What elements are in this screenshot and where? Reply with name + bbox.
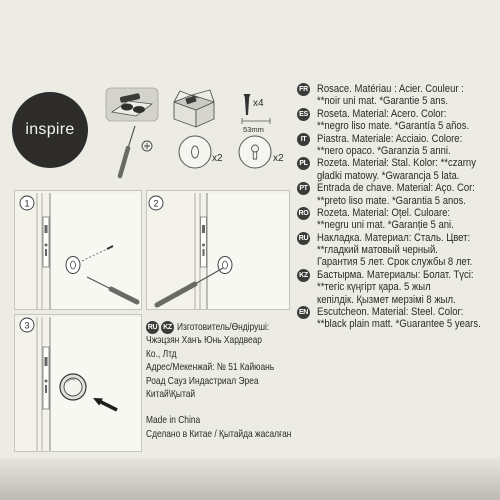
lang-block-ro — [297, 207, 498, 232]
screw-icon — [244, 94, 251, 115]
lang-text-line: Накладка. Материал: Сталь. Цвет: — [317, 231, 471, 244]
rosette-icon — [218, 257, 232, 274]
lang-block-es — [297, 108, 498, 133]
screw-quantity: x4 — [253, 98, 264, 109]
rosette-quantity: x2 — [212, 153, 223, 164]
step-3-illustration — [15, 315, 142, 452]
step-1-panel — [14, 190, 142, 310]
lang-text-line: Escutcheon. Material: Steel. Color: — [317, 306, 464, 319]
lang-text-line: Rosace. Matériau : Acier. Couleur : — [317, 83, 464, 95]
lang-text-line: **noir uni mat. *Garantie 5 ans. — [317, 95, 448, 108]
step-number: 2 — [153, 198, 159, 209]
step-2-panel — [146, 190, 290, 310]
lang-text-line: Гарантия 5 лет. Срок службы 8 лет. — [317, 256, 473, 269]
lang-block-en — [297, 306, 498, 331]
label-bottom-shadow — [0, 458, 500, 500]
manufacturer-block — [146, 321, 296, 451]
lang-text-line: Piastra. Materiale: Acciaio. Colore: — [317, 132, 463, 145]
lang-badge-kz: KZ — [297, 269, 310, 282]
made-in-line: Made in China — [146, 414, 201, 427]
lang-text-line: **negro liso mate. *Garantía 5 años. — [317, 120, 470, 133]
lang-badge-kz: KZ — [161, 321, 174, 334]
lang-badge-it: IT — [297, 133, 310, 146]
lang-block-fr — [297, 83, 498, 108]
brand-logo-text: inspire — [25, 121, 75, 138]
package-photo-icon — [106, 88, 158, 121]
lang-badge-ru: RU — [146, 321, 159, 334]
rosette-icon — [66, 257, 80, 274]
lang-text-line: **nero opaco. *Garanzia 5 anni. — [317, 144, 451, 157]
screwdriver-icon — [120, 126, 135, 176]
phillips-icon — [142, 141, 152, 151]
lang-block-pl — [297, 157, 498, 182]
lang-block-it — [297, 133, 498, 158]
manufacturer-line: Китай\Қытай — [146, 387, 196, 400]
lang-text-line: **black plain matt. *Guarantee 5 years. — [317, 318, 481, 331]
door-icon — [195, 193, 290, 309]
lang-block-ru — [297, 232, 498, 269]
keyhole-rosette-icon — [239, 136, 271, 168]
knob-icon — [60, 374, 86, 400]
lang-text-line: **negru uni mat. *Garanție 5 ani. — [317, 219, 454, 232]
lang-text-line: **гладкий матовый черный. — [317, 244, 438, 257]
made-in-line: Сделано в Китае / Қытайда жасалған — [146, 427, 292, 440]
lang-text-line: **preto liso mate. *Garantia 5 anos. — [317, 194, 466, 207]
lang-text-line: кепілдік. Қызмет мерзімі 8 жыл. — [317, 293, 456, 306]
manufacturer-line: Чжэцзян Ханъ Юнь Хардвеар — [146, 334, 262, 347]
lang-badge-pl: PL — [297, 157, 310, 170]
round-rosette-icon — [179, 136, 211, 168]
manufacturer-line: Роад Сауз Индастриал Эреа — [146, 374, 259, 387]
lang-badge-es: ES — [297, 108, 310, 121]
lang-badge-pt: PT — [297, 182, 310, 195]
door-icon — [37, 193, 142, 309]
keyhole-rosette-quantity: x2 — [273, 153, 284, 164]
open-box-icon — [174, 90, 214, 127]
brand-logo — [12, 92, 88, 168]
lang-text-line: **тегіс күңгірт қара. 5 жыл — [317, 281, 431, 294]
lang-text-line: Entrada de chave. Material: Aço. Cor: — [317, 182, 475, 195]
product-descriptions — [297, 83, 498, 333]
lang-text-line: Бастырма. Материалы: Болат. Түсі: — [317, 268, 474, 281]
lang-block-pt — [297, 182, 498, 207]
lang-badge-en: EN — [297, 306, 310, 319]
dimension-label: 53mm — [243, 125, 264, 134]
step-number: 1 — [24, 198, 30, 209]
lang-text-line: Rozeta. Material: Oțel. Culoare: — [317, 206, 451, 219]
manufacturer-line: Ко., Лтд — [146, 347, 177, 360]
step-number: 3 — [24, 320, 30, 331]
step-2-illustration — [147, 191, 290, 310]
lang-text-line: Roseta. Material: Acero. Color: — [317, 107, 447, 120]
lang-block-kz — [297, 269, 498, 306]
manufacturer-label: Изготовитель/Өндіруші: — [177, 321, 270, 333]
lang-badge-ru: RU — [297, 232, 310, 245]
origin-statement — [146, 414, 296, 441]
lang-badge-ro: RO — [297, 207, 310, 220]
manufacturer-address — [146, 334, 296, 401]
step-3-panel — [14, 314, 142, 452]
manufacturer-line: Адрес/Мекенжай: № 51 Кайюань — [146, 361, 275, 374]
step-1-illustration — [15, 191, 142, 310]
door-icon — [37, 317, 142, 451]
lang-badge-fr: FR — [297, 83, 310, 96]
lang-text-line: Rozeta. Materiał: Stal. Kolor: **czarny — [317, 157, 476, 170]
dimension-line — [242, 118, 270, 124]
kit-contents — [100, 82, 296, 182]
lang-text-line: gładki matowy. *Gwarancja 5 lata. — [317, 169, 460, 182]
